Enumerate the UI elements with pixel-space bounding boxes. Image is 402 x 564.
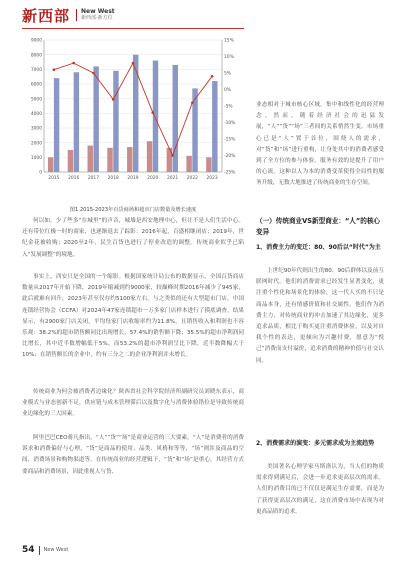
- y2-tick-label: -5%: [224, 104, 233, 110]
- bar: [68, 150, 73, 172]
- bar: [48, 157, 53, 172]
- section-heading: （一）传统商业VS新型商业：“人”的核心变异: [256, 217, 381, 236]
- x-tick-label: 2015: [48, 176, 60, 181]
- bar: [206, 157, 211, 172]
- paragraph-demand-evolution: 美国著名心理学家马斯洛认为，当人们的物质需求得到满足后，会进一步追求更高层次的需求。人们的消费目的已不仅仅是满足生存需要，而是为了获得更高层次的满足，这在消费市场中表现为对更高品质的追求。: [256, 464, 384, 515]
- bar: [186, 156, 191, 172]
- subheading-demand-evolution: 2、消费需求的演变：多元需求成为主流趋势: [256, 440, 375, 447]
- page-number: 54: [22, 545, 35, 555]
- header-rule: [22, 28, 244, 29]
- bar: [133, 55, 138, 172]
- y2-tick-label: -10%: [224, 121, 236, 127]
- growth-point: [72, 62, 75, 65]
- x-tick-label: 2017: [87, 176, 100, 181]
- growth-point: [132, 62, 135, 65]
- x-tick-label: 2021: [166, 176, 179, 181]
- paragraph-consumer-shift: 上世纪90年代则出生的80、90后群体以及前互联网时代。他们的消费需求已经发生显著变化，更注重个性化和场景化的体验，这一代人买的不只是商品本身，还有情感价值和社交属性。他们作为消费主力，对传统商业的冲击加速了其边缘化，更多追求品质，相比于购买更注重消费体验，以及对自我个性的表达，更倾向为兴趣付费，愿意为“悦己”消费而支付溢价，追求消费的精神价值与社交认同。: [256, 268, 384, 364]
- y2-tick-label: -15%: [224, 137, 236, 143]
- x-tick-label: 2018: [107, 176, 119, 181]
- y2-tick-label: -20%: [224, 154, 236, 160]
- footer-divider: [39, 546, 40, 555]
- bar: [54, 78, 59, 172]
- bar: [107, 148, 112, 172]
- growth-point: [191, 101, 194, 104]
- bar: [93, 66, 98, 172]
- bar: [74, 72, 79, 172]
- magazine-name-en: New West: [81, 8, 115, 15]
- y-tick-label: 0: [39, 170, 42, 176]
- paragraph-data: 事实上，西安只是全国的一个缩影。根据国家统计局公布的数据显示，全国百货商店数量从2017年开始下降，2019年缩减到约9000家，较巅峰时期2016年减少了945家，此后就难有回升，2023年甚至仅存约5100家左右。与之类似的还有大型超市门店，中国连锁经营协会（CCFA）对2024年47家连锁超市一万多家门店样本进行了摸底调查，结果显示，有2900家门店关闭，平均每家门店收缩率约为11.8%，且销售收入和利润也不容乐观：38.2%的超市销售额同比出现增长，57.4%的销售额下降；35.5%的超市净利润同比增长，其中近半数增幅低于5%，而53.2%的超市净利润呈比下降，近半数降幅大于10%；在销售额长的企业中，约有三分之二的企业净利润并未增长。: [22, 274, 244, 359]
- footer-magazine-name: New West: [43, 547, 69, 553]
- growth-point: [112, 98, 115, 101]
- masthead-subtitle: [76, 9, 115, 21]
- y-tick-label: 8000: [30, 53, 42, 59]
- y2-tick-label: 10%: [224, 55, 234, 61]
- chart-caption: 图1 2015-2023年百货商场和超市门店数量及增长速度: [69, 207, 197, 213]
- bar: [88, 146, 93, 172]
- masthead: [22, 4, 115, 26]
- bar: [127, 147, 132, 172]
- paragraph-causes: 传统商业为何会被消费者边缘化？陕西省社会科学院经济所副研究员刘晓东表示，商业模式与业态创新不足，供应链与成本管理滞后以及数字化与消费体验错位是导致传统商业边缘化的三大因素。: [22, 389, 244, 418]
- paragraph-people-goods-place: 阿里巴巴CEO蒋凡指出，“人”“货”“场”是商业运营的三大要素。“人”是消费者的消费诉求和消费偏好与心理，“货”是商品的使用、品类、风格和等等，“场”则涉及商品的空间、消费场景和购物渠道等。在传统商业的经营逻辑下，“货”和“场”是重心，其经营方式要商品和消费场景，因此重视人与货、: [22, 435, 244, 475]
- page-footer: [22, 545, 68, 555]
- growth-point: [211, 75, 214, 78]
- bar: [147, 141, 152, 172]
- x-tick-label: 2019: [127, 176, 139, 181]
- y-tick-label: 2000: [30, 141, 42, 147]
- growth-point: [171, 154, 174, 157]
- bar: [212, 81, 217, 172]
- bar: [153, 61, 158, 172]
- growth-point: [53, 68, 56, 71]
- x-tick-label: 2022: [186, 176, 198, 181]
- chart-figure: [22, 32, 244, 205]
- x-tick-label: 2016: [68, 176, 80, 181]
- bar: [113, 71, 118, 172]
- y2-tick-label: 5%: [224, 71, 231, 77]
- magazine-name-cn: 新西部·新方位: [81, 15, 113, 21]
- bar-line-chart: [22, 32, 244, 197]
- y-tick-label: 4000: [30, 111, 42, 117]
- y2-tick-label: -25%: [224, 170, 236, 176]
- paragraph-transformation: 业态相对于城市核心区域，集中和线性化的经营理念。然而，随着经济社会的迅猛发展，“人”“货”“场”三者间的关系悄然生变。市场重心已是“人”置于首位，围绕人的需求，对“货”和“场”进行重构，让身处其中的消费者感受到了全方位的参与体验。服务有效的是提升了用户的心流。这种以人为本的消费变革使得全局性的服务升级，无数大地推进了传统商业的生存空间。: [256, 102, 384, 187]
- bar: [167, 148, 172, 172]
- subheading-consumer-shift: 1、消费主力的变迁：80、90后以“时代”为主: [256, 244, 381, 251]
- y-tick-label: 6000: [30, 82, 42, 88]
- x-tick-label: 2023: [206, 176, 218, 181]
- y-tick-label: 3000: [30, 126, 42, 132]
- y-tick-label: 9000: [30, 38, 42, 44]
- paragraph-intro: 何以如，少了些多“在城里”的声音，城墙是西安地理中心，但让不是人们生活中心。还有带位红极一时的商家，也逐渐退去了踪影：2016年起，百盛相继闭店；2019年，世纪金花被收购；2020至2年，民生百货也进行了停业改造的调整。传统商业似乎已陷入“发展调整”的境地。: [22, 218, 244, 258]
- y-tick-label: 5000: [30, 97, 42, 103]
- growth-point: [92, 72, 95, 75]
- growth-point: [151, 111, 154, 114]
- y-tick-label: 1000: [30, 155, 42, 161]
- y2-tick-label: 15%: [224, 38, 234, 44]
- y-tick-label: 7000: [30, 67, 42, 73]
- y2-tick-label: 0%: [224, 88, 231, 94]
- x-tick-label: 2020: [147, 176, 159, 181]
- magazine-logo: 新西部: [22, 6, 71, 25]
